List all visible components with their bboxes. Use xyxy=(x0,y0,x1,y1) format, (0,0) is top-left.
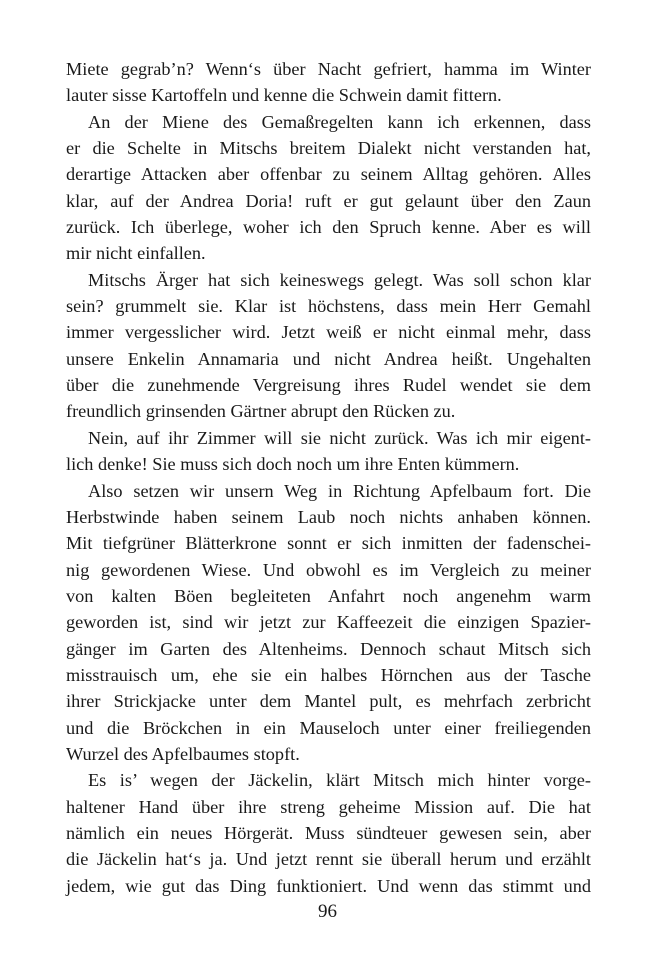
page-number: 96 xyxy=(318,901,337,922)
text-line: gänger im Garten des Altenheims. Dennoch schaut Mitsch sich xyxy=(66,638,591,659)
text-line: jedem, wie gut das Ding funktioniert. Und wenn das stimmt und xyxy=(66,875,591,896)
text-line: lich denke! Sie muss sich doch noch um ihre Enten kümmern. xyxy=(66,454,520,475)
text-line: nämlich ein neues Hörgerät. Muss sündteuer gewesen sein, aber xyxy=(66,822,591,843)
text-line: immer vergesslicher wird. Jetzt weiß er nicht einmal mehr, dass xyxy=(66,322,591,343)
text-line: er die Schelte in Mitschs breitem Dialekt nicht verstanden hat, xyxy=(66,138,591,159)
text-line: Also setzen wir unsern Weg in Richtung Apfelbaum fort. Die xyxy=(88,480,591,501)
text-line: die Jäckelin hat‘s ja. Und jetzt rennt sie überall herum und erzählt xyxy=(66,849,591,870)
text-line: freundlich grinsenden Gärtner abrupt den Rücken zu. xyxy=(66,401,456,422)
text-line: Nein, auf ihr Zimmer will sie nicht zurück. Was ich mir eigent- xyxy=(88,427,591,448)
text-line: misstrauisch um, ehe sie ein halbes Hörnchen aus der Tasche xyxy=(66,664,591,685)
text-line: nig gewordenen Wiese. Und obwohl es im Vergleich zu meiner xyxy=(66,559,591,580)
text-line: derartige Attacken aber offenbar zu seinem Alltag gehören. Alles xyxy=(66,164,591,185)
text-line: ihrer Strickjacke unter dem Mantel pult, es mehrfach zerbricht xyxy=(66,691,591,712)
text-line: Es is’ wegen der Jäckelin, klärt Mitsch mich hinter vorge- xyxy=(88,770,591,791)
text-line: geworden ist, sind wir jetzt zur Kaffeezeit die einzigen Spazier- xyxy=(66,612,591,633)
text-line: lauter sisse Kartoffeln und kenne die Schwein damit fittern. xyxy=(66,85,502,106)
text-line: über die zunehmende Vergreisung ihres Rudel wendet sie dem xyxy=(66,375,591,396)
text-line: zurück. Ich überlege, woher ich den Spruch kenne. Aber es will xyxy=(66,217,591,238)
text-line: klar, auf der Andrea Doria! ruft er gut gelaunt über den Zaun xyxy=(66,190,591,211)
text-line: mir nicht einfallen. xyxy=(66,243,206,264)
text-line: Mitschs Ärger hat sich keineswegs gelegt. Was soll schon klar xyxy=(88,269,591,290)
page-body xyxy=(66,56,591,899)
text-line: unsere Enkelin Annamaria und nicht Andrea heißt. Ungehalten xyxy=(66,348,591,369)
text-line: Wurzel des Apfelbaumes stopft. xyxy=(66,743,300,764)
text-line: Mit tiefgrüner Blätterkrone sonnt er sich inmitten der fadenschei- xyxy=(66,533,591,554)
text-line: An der Miene des Gemaßregelten kann ich erkennen, dass xyxy=(88,111,591,132)
text-line: von kalten Böen begleiteten Anfahrt noch angenehm warm xyxy=(66,585,591,606)
text-line: sein? grummelt sie. Klar ist höchstens, dass mein Herr Gemahl xyxy=(66,296,591,317)
text-line: Herbstwinde haben seinem Laub noch nichts anhaben können. xyxy=(66,506,591,527)
text-line: und die Bröckchen in ein Mauseloch unter einer freiliegenden xyxy=(66,717,591,738)
text-line: haltener Hand über ihre streng geheime Mission auf. Die hat xyxy=(66,796,591,817)
text-line: Miete gegrab’n? Wenn‘s über Nacht gefriert, hamma im Winter xyxy=(66,59,591,79)
